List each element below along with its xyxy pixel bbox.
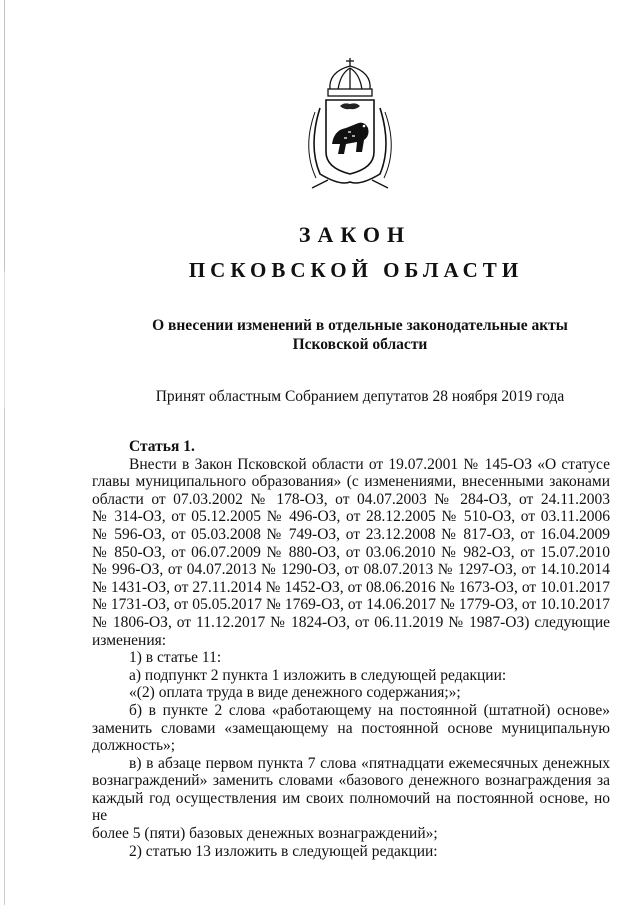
article-body: [92, 438, 610, 860]
adoption-note: Принят областным Собранием депутатов 28 ноября 2019 года: [155, 388, 565, 405]
text-line: № 996-ОЗ, от 04.07.2013 № 1290-ОЗ, от 08.07.2013 № 1297-ОЗ, от 14.10.2014: [92, 561, 610, 579]
text-line: в) в абзаце первом пункта 7 слова «пятнадцати ежемесячных денежных: [129, 754, 610, 772]
subject-line: Псковской области: [292, 336, 428, 353]
text-line: 2) статью 13 изложить в следующей редакции:: [129, 842, 438, 860]
subject-line: О внесении изменений в отдельные законодательные акты: [152, 317, 568, 334]
text-line: вознаграждений» заменить словами «базового денежного вознаграждения за: [92, 772, 610, 790]
text-line: № 596-ОЗ, от 05.03.2008 № 749-ОЗ, от 23.12.2008 № 817-ОЗ, от 16.04.2009: [92, 525, 610, 543]
text-line: Внести в Закон Псковской области от 19.07.2001 № 145-ОЗ «О статусе: [129, 455, 610, 473]
text-line: № 1731-ОЗ, от 05.05.2017 № 1769-ОЗ, от 14.06.2017 № 1779-ОЗ, от 10.10.2017: [92, 596, 610, 614]
law-title: ЗАКОН: [298, 222, 412, 247]
text-line: № 850-ОЗ, от 06.07.2009 № 880-ОЗ, от 03.06.2010 № 982-ОЗ, от 15.07.2010: [92, 543, 610, 561]
text-line: 1) в статье 11:: [129, 649, 222, 667]
pskov-coat-of-arms-icon: [290, 56, 410, 194]
text-line: № 1431-ОЗ, от 27.11.2014 № 1452-ОЗ, от 08.06.2016 № 1673-ОЗ, от 10.01.2017: [92, 578, 610, 596]
text-line: области от 07.03.2002 № 178-ОЗ, от 04.07.2003 № 284-ОЗ, от 24.11.2003: [92, 490, 610, 508]
text-line: б) в пункте 2 слова «работающему на постоянной (штатной) основе»: [129, 701, 610, 719]
text-line: № 1806-ОЗ, от 11.12.2017 № 1824-ОЗ, от 06.11.2019 № 1987-ОЗ) следующие: [92, 613, 610, 631]
text-line: изменения:: [92, 631, 167, 649]
text-line: а) подпункт 2 пункта 1 изложить в следующей редакции:: [129, 666, 507, 684]
text-line: должность»;: [92, 737, 176, 755]
text-line: № 314-ОЗ, от 05.12.2005 № 496-ОЗ, от 28.12.2005 № 510-ОЗ, от 03.11.2006: [92, 508, 610, 526]
text-line: главы муниципального образования» (с изменениями, внесенными законами: [92, 473, 610, 491]
scan-edge: [4, 0, 5, 905]
article-heading: Статья 1.: [129, 438, 195, 455]
text-line: заменить словами «замещающему на постоянной основе муниципальную: [92, 719, 610, 737]
text-line: «(2) оплата труда в виде денежного содержания;»;: [129, 684, 461, 702]
region-title: ПСКОВСКОЙ ОБЛАСТИ: [188, 258, 524, 282]
text-line: более 5 (пяти) базовых денежных вознаграждений»;: [92, 825, 438, 843]
law-subject: [125, 316, 595, 354]
text-line: каждый год осуществления им своих полномочий на постоянной основе, но не: [92, 789, 610, 825]
